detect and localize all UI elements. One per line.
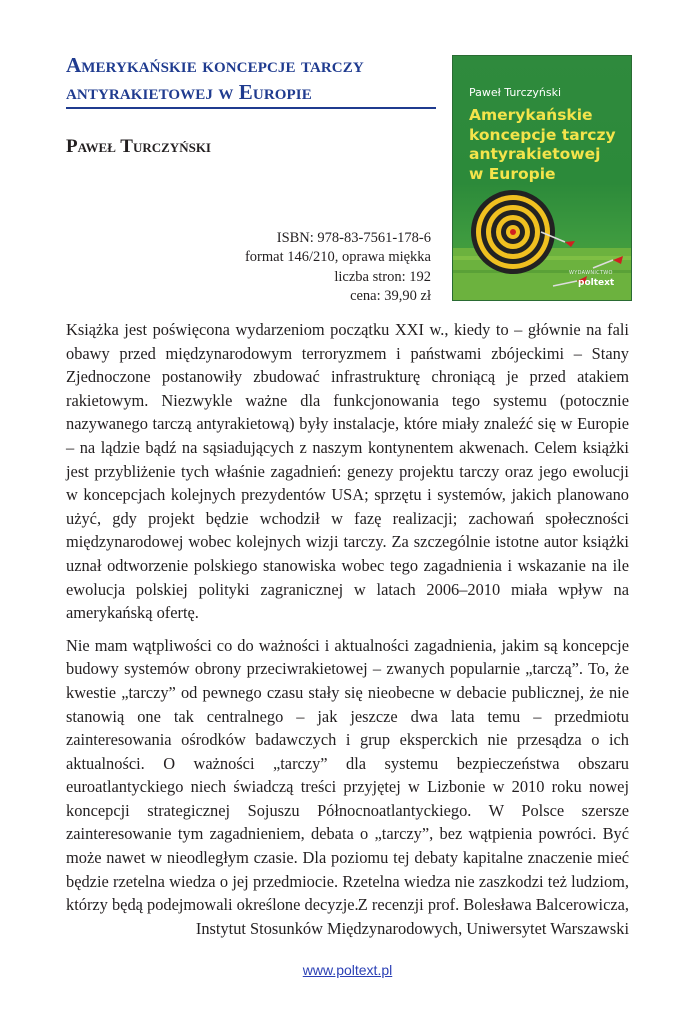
review-author: Z recenzji prof. Bolesława Balcerowicza, (357, 895, 629, 914)
description-paragraph: Nie mam wątpliwości co do ważności i aktualności zagadnienia, jakim są koncepcje budowy systemów obrony przeciwrakietowej – zwanych popularnie „tarczą”. To, że kwestie „tarczy” od pewnego czasu stały się nieobecne w debacie publicznej, że nie stanowią one tak centralnego – jak jeszcze dwa lata temu – przedmiotu zainteresowania ośrodków badawczych i grup eksperckich nie przesądza o ich aktualności. O ważności „tarczy” dla systemu bezpieczeństwa obszaru euroatlantyckiego niech świadczą treści przyjętej w Lizbonie w 2010 roku nowej koncepcji strategicznej Sojuszu Północnoatlantyckiego. W Polsce szersze zainteresowanie tym zagadnieniem, debata o „tarczy”, bez wątpienia powróci. Być może nawet w nieodległym czasie. Dla poziomu tej debaty kapitalne znaczenie mieć będzie rzetelna wiedza o jej przedmiocie. Rzetelna wiedza nie zaszkodzi też ludziom, którzy będą podejmowali określone decyzje. (66, 635, 629, 915)
cover-title-line: w Europie (469, 164, 556, 183)
cover-author: Paweł Turczyński (469, 86, 562, 99)
title-underline (66, 107, 436, 109)
cover-title-line: antyrakietowej (469, 145, 601, 163)
book-cover (452, 55, 632, 301)
format: format 146/210, oprawa miękka (244, 249, 431, 266)
isbn: ISBN: 978-83-7561-178-6 (276, 230, 431, 246)
price: cena: 39,90 zł (350, 287, 431, 304)
review-institution: Instytut Stosunków Międzynarodowych, Uniwersytet Warszawski (195, 919, 629, 938)
cover-title (469, 106, 629, 184)
book-author: Paweł Turczyński (66, 136, 211, 157)
review-attribution (196, 893, 629, 941)
publisher-website-link[interactable]: www.poltext.pl (302, 962, 393, 978)
book-title: Amerykańskie koncepcje tarczy antyrakietowej w Europie (66, 53, 364, 104)
cover-title-line: koncepcje tarczy (469, 125, 616, 144)
publisher-logo: poltext (578, 278, 615, 288)
description-paragraph: Książka jest poświęcona wydarzeniom początku XXI w., kiedy to – głównie na fali obawy przed międzynarodowym terroryzmem i państwami zbójeckimi – Stany Zjednoczone postanowiły zbudować infrastrukturę chroniącą je przed atakiem rakietowym. Niezwykle ważne dla funkcjonowania tego systemu (potocznie nazywanego tarczą antyrakietową) były instalacje, które miały znaleźć się w Europie – na lądzie bądź na sąsiadujących z naszym kontynentem akwenach. Celem książki jest przybliżenie tych właśnie zagadnień: genezy projektu tarczy oraz jego ewolucji w koncepcjach kolejnych prezydentów USA; sprzętu i systemów, jakich planowano użyć, gdy projekt będzie wchodził w fazę realizacji; zachowań społeczności międzynarodowej wobec kolejnych wizji tarczy. Za szczególnie istotne autor książki uznał odtworzenie polskiego stanowiska wobec tego zagadnienia i wskazanie na ile ewolucja polskiej polityki zagranicznej w latach 2006–2010 miała wpływ na amerykańską ofertę. (66, 320, 629, 623)
cover-publisher-caption: WYDAWNICTWO (569, 270, 613, 276)
cover-title-line: Amerykańskie (469, 106, 593, 124)
book-details (245, 229, 431, 306)
page-count: liczba stron: 192 (334, 268, 431, 285)
book-description (66, 318, 629, 926)
